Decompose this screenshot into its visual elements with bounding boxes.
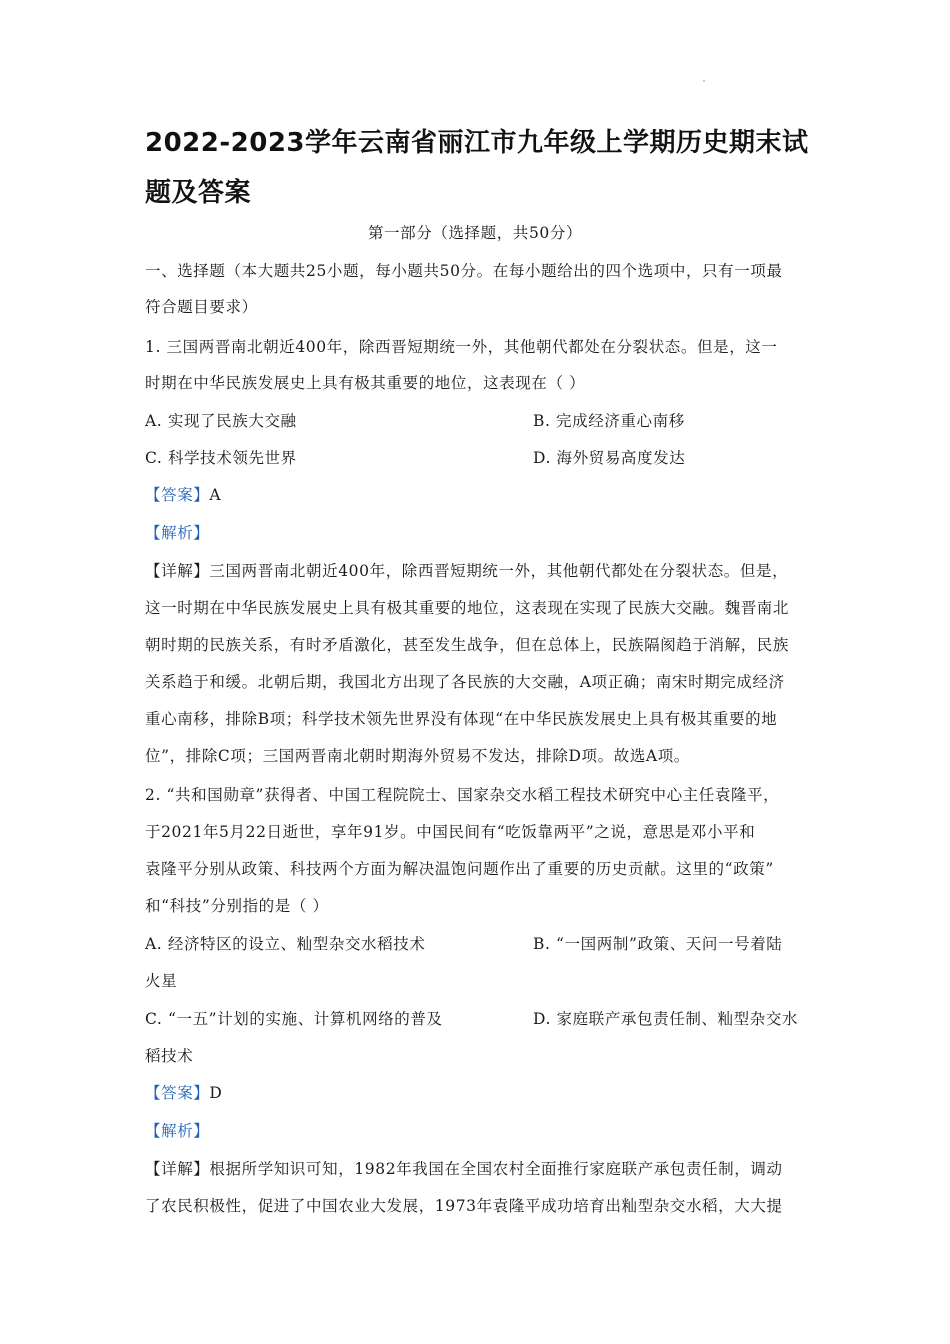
q1-analysis-tag: 【解析】 [145,524,210,542]
answer-tag: 【答案】 [145,1084,210,1102]
scan-speck [703,80,705,82]
q2-analysis-tag: 【解析】 [145,1122,210,1140]
section-intro-line-2: 符合题目要求） [145,298,258,316]
document-title: 2022-2023学年云南省丽江市九年级上学期历史期末试题及答案 [145,128,809,208]
q1-option-b: B. 完成经济重心南移 [533,412,685,430]
q2-detail-line-1 [145,1158,783,1180]
q2-stem-line-3: 袁隆平分别从政策、科技两个方面为解决温饱问题作出了重要的历史贡献。这里的“政策” [145,860,774,878]
section-intro-line-1: 一、选择题（本大题共25小题，每小题共50分。在每小题给出的四个选项中，只有一项最 [145,262,783,280]
q2-detail-line-2: 了农民积极性，促进了中国农业大发展，1973年袁隆平成功培育出籼型杂交水稻，大大提 [145,1197,783,1215]
q1-option-d: D. 海外贸易高度发达 [533,449,686,467]
q1-answer [145,484,221,506]
q1-detail-line-6: 位”，排除C项；三国两晋南北朝时期海外贸易不发达，排除D项。故选A项。 [145,747,690,765]
detail-tag: 【详解】 [145,562,210,580]
q1-detail-line-5: 重心南移，排除B项；科学技术领先世界没有体现“在中华民族发展史上具有极其重要的地 [145,710,778,728]
q2-option-d-continued: 稻技术 [145,1047,194,1065]
q1-stem-line-1: 1. 三国两晋南北朝近400年，除西晋短期统一外，其他朝代都处在分裂状态。但是，这一 [145,338,778,356]
answer-tag: 【答案】 [145,486,210,504]
q1-detail-line-1 [145,560,788,582]
detail-tag: 【详解】 [145,1160,210,1178]
q1-stem-line-2: 时期在中华民族发展史上具有极其重要的地位，这表现在（ ） [145,374,586,392]
q1-detail-line-2: 这一时期在中华民族发展史上具有极其重要的地位，这表现在实现了民族大交融。魏晋南北 [145,599,790,617]
q2-stem-line-4: 和“科技”分别指的是（ ） [145,897,329,915]
q2-stem-line-2: 于2021年5月22日逝世，享年91岁。中国民间有“吃饭靠两平”之说，意思是邓小平和 [145,823,756,841]
q2-stem-line-1: 2. “共和国勋章”获得者、中国工程院院士、国家杂交水稻工程技术研究中心主任袁隆平， [145,786,780,804]
q2-option-c: C. “一五”计划的实施、计算机网络的普及 [145,1010,443,1028]
q2-option-b: B. “一国两制”政策、天问一号着陆 [533,935,783,953]
q2-option-d: D. 家庭联产承包责任制、籼型杂交水 [533,1010,799,1028]
answer-value: A [209,486,222,504]
q2-answer [145,1082,222,1104]
detail-text: 根据所学知识可知，1982年我国在全国农村全面推行家庭联产承包责任制，调动 [209,1160,783,1178]
part-heading: 第一部分（选择题，共50分） [367,224,583,242]
q2-option-a: A. 经济特区的设立、籼型杂交水稻技术 [145,935,426,953]
q1-option-c: C. 科学技术领先世界 [145,449,297,467]
q1-detail-line-4: 关系趋于和缓。北朝后期，我国北方出现了各民族的大交融，A项正确；南宋时期完成经济 [145,673,785,691]
detail-text: 三国两晋南北朝近400年，除西晋短期统一外，其他朝代都处在分裂状态。但是， [209,562,789,580]
answer-value: D [209,1084,223,1102]
q1-detail-line-3: 朝时期的民族关系，有时矛盾激化，甚至发生战争，但在总体上，民族隔阂趋于消解，民族 [145,636,790,654]
q2-option-b-continued: 火星 [145,972,178,990]
q1-option-a: A. 实现了民族大交融 [145,412,297,430]
